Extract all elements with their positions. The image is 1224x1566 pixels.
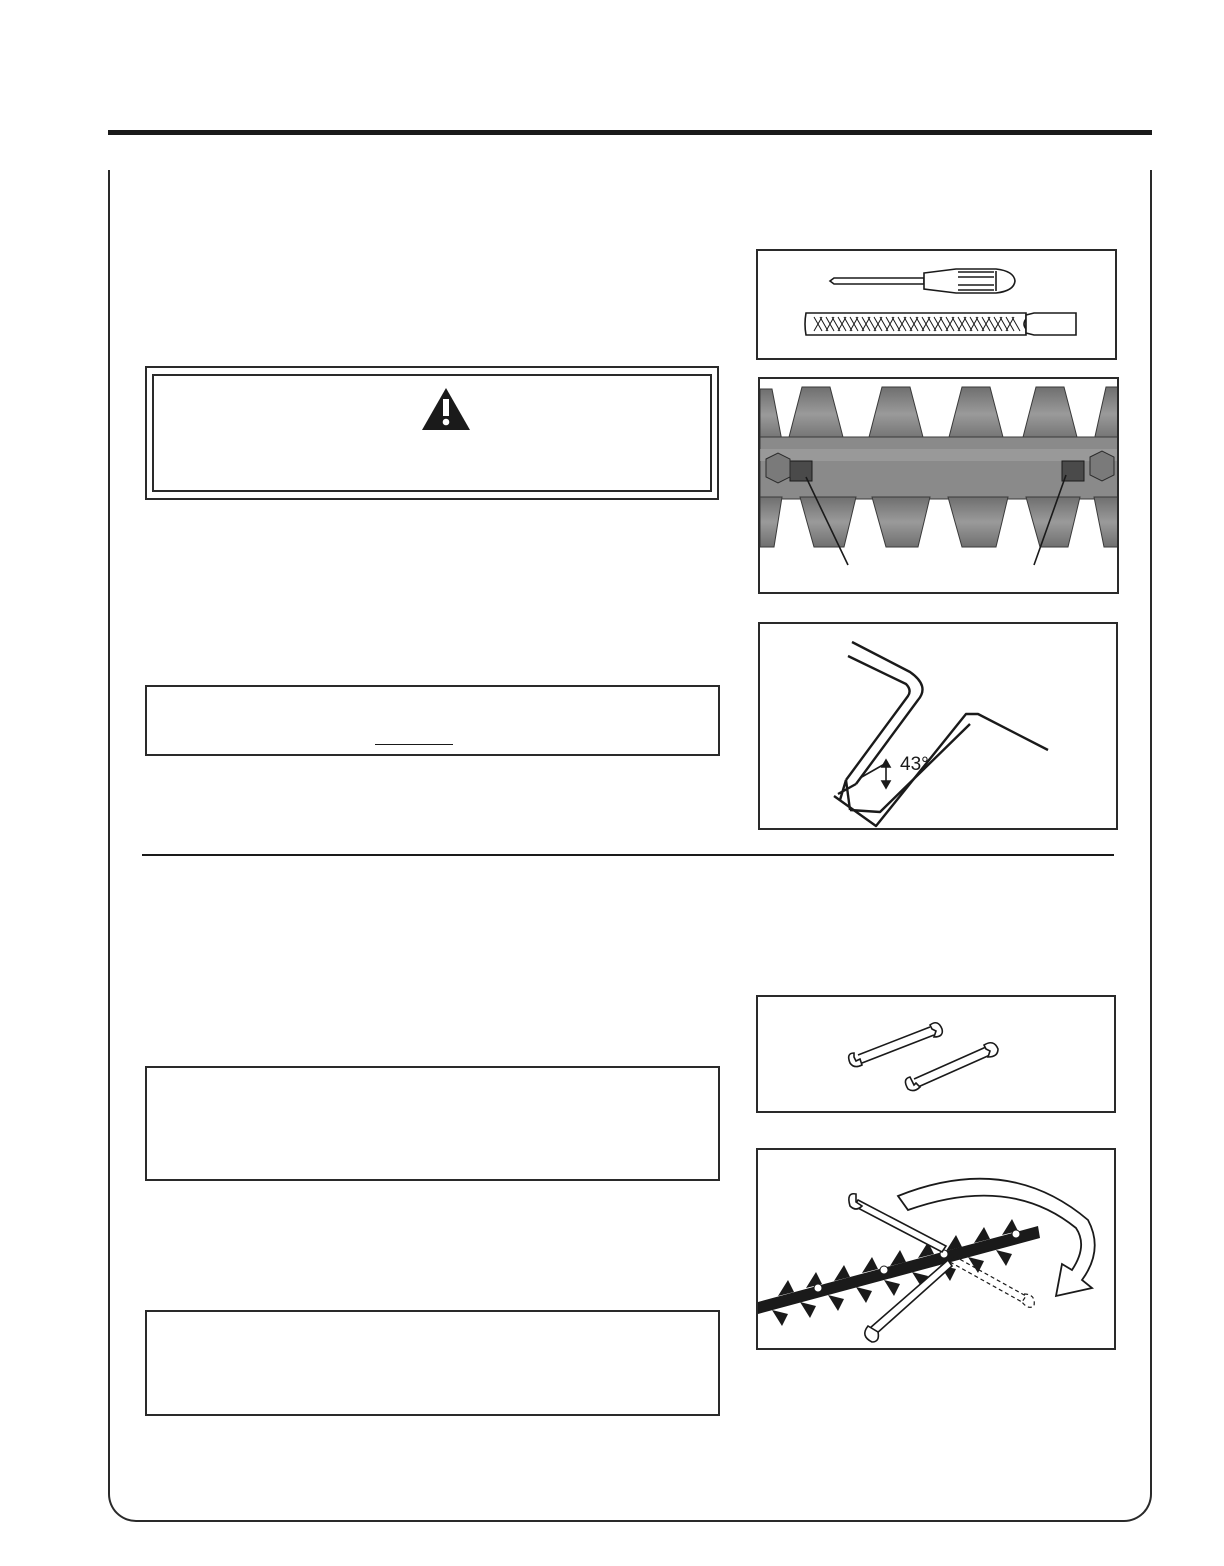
header-rule	[108, 130, 1152, 135]
warning-box	[145, 366, 719, 500]
open-end-wrench-icon	[905, 1043, 998, 1091]
note-box-sharpening	[145, 685, 720, 756]
figure-blade-photo	[758, 377, 1119, 594]
note-underline	[375, 744, 453, 745]
note-box-adjustment-2	[145, 1310, 720, 1416]
screwdriver-icon	[830, 269, 1015, 293]
warning-triangle-icon	[420, 386, 472, 432]
figure-tools	[756, 249, 1117, 360]
warning-box-inner	[152, 374, 712, 492]
figure-wrenches	[756, 995, 1116, 1113]
wrench-rotation-illustration	[758, 1150, 1116, 1350]
flat-file-icon	[805, 313, 1076, 335]
open-end-wrench-icon	[849, 1023, 943, 1067]
angle-label: 43°	[900, 754, 929, 775]
tools-illustration	[758, 251, 1117, 360]
wrenches-illustration	[758, 997, 1116, 1113]
blade-angle-diagram	[760, 624, 1118, 830]
figure-wrench-rotation	[756, 1148, 1116, 1350]
section-divider	[142, 854, 1114, 856]
note-box-adjustment	[145, 1066, 720, 1181]
figure-sharpening-angle	[758, 622, 1118, 830]
blade-illustration	[760, 379, 1119, 594]
